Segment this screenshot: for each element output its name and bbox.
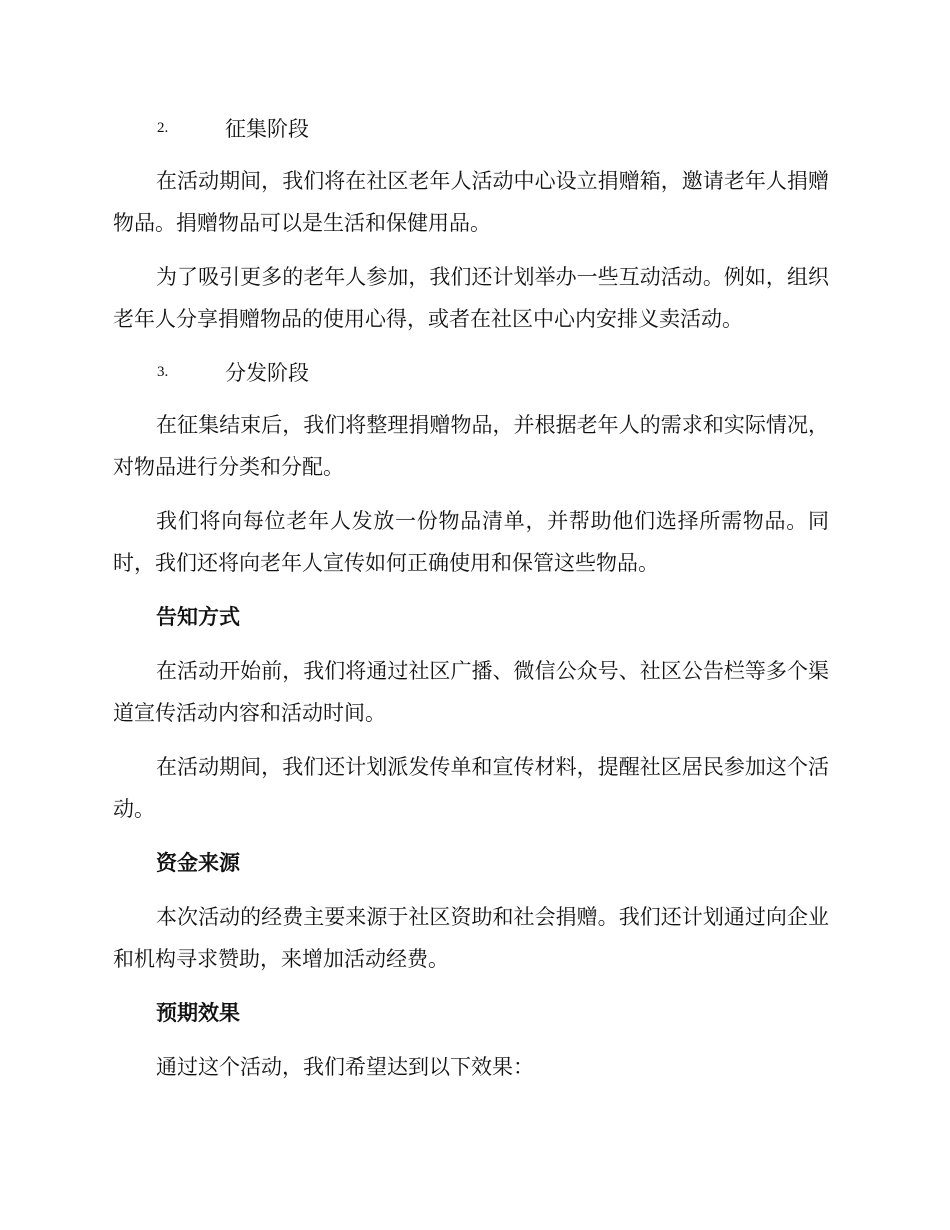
list-heading-text: 分发阶段 bbox=[225, 361, 309, 385]
paragraph: 在活动期间，我们将在社区老年人活动中心设立捐赠箱，邀请老年人捐赠物品。捐赠物品可以是生活和保健用品。 bbox=[113, 169, 829, 235]
list-heading-distribution-stage bbox=[113, 352, 829, 392]
list-heading-collection-stage bbox=[113, 108, 829, 148]
section-heading-notification: 告知方式 bbox=[156, 604, 240, 629]
document-body bbox=[113, 108, 829, 1100]
section-heading-funding: 资金来源 bbox=[156, 850, 240, 875]
paragraph: 本次活动的经费主要来源于社区资助和社会捐赠。我们还计划通过向企业和机构寻求赞助，来增加活动经费。 bbox=[113, 905, 829, 971]
section-heading-expected-results: 预期效果 bbox=[156, 1000, 240, 1025]
paragraph: 在征集结束后，我们将整理捐赠物品，并根据老年人的需求和实际情况，对物品进行分类和分配。 bbox=[113, 413, 829, 479]
list-number: 3. bbox=[157, 363, 169, 380]
paragraph: 在活动开始前，我们将通过社区广播、微信公众号、社区公告栏等多个渠道宣传活动内容和活动时间。 bbox=[113, 659, 829, 725]
paragraph: 我们将向每位老年人发放一份物品清单，并帮助他们选择所需物品。同时，我们还将向老年人宣传如何正确使用和保管这些物品。 bbox=[113, 509, 829, 575]
paragraph: 为了吸引更多的老年人参加，我们还计划举办一些互动活动。例如，组织老年人分享捐赠物品的使用心得，或者在社区中心内安排义卖活动。 bbox=[113, 265, 829, 331]
paragraph: 在活动期间，我们还计划派发传单和宣传材料，提醒社区居民参加这个活动。 bbox=[113, 755, 829, 821]
list-heading-text: 征集阶段 bbox=[225, 117, 309, 141]
paragraph: 通过这个活动，我们希望达到以下效果： bbox=[156, 1055, 534, 1079]
list-number: 2. bbox=[157, 119, 169, 136]
